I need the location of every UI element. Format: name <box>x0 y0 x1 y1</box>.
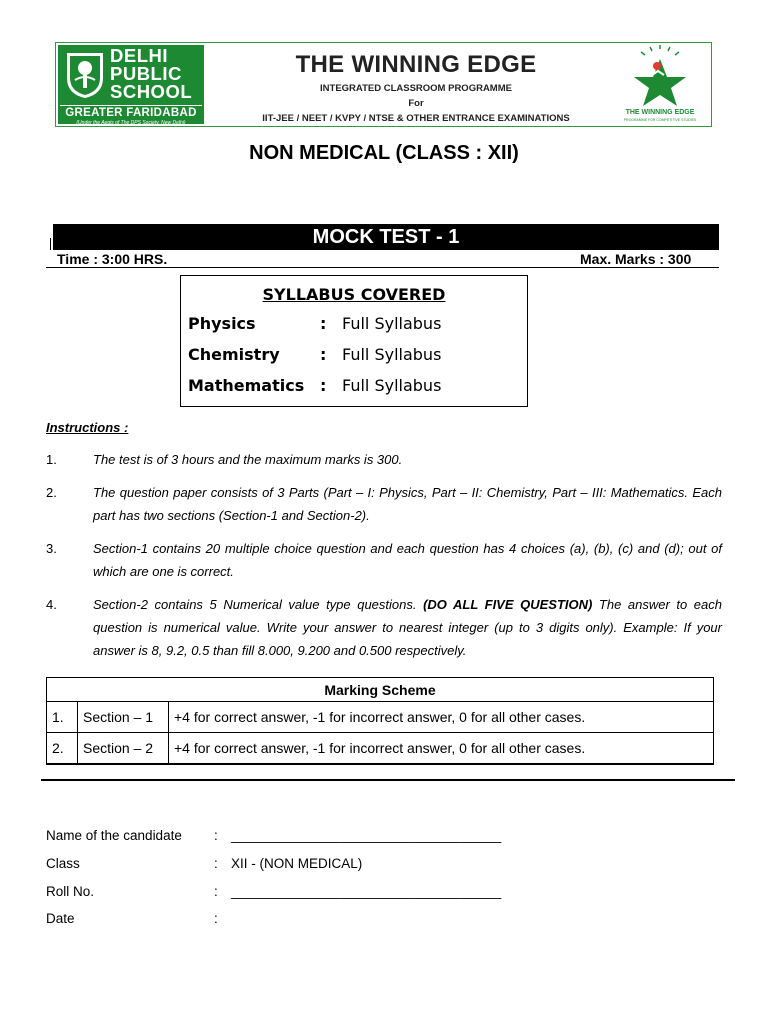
program-title: THE WINNING EDGE <box>295 51 537 78</box>
field-colon: : <box>214 884 218 899</box>
syllabus-value: Full Syllabus <box>342 314 442 333</box>
syllabus-subject: Physics <box>188 314 256 333</box>
instruction-number: 4. <box>46 597 57 612</box>
candidate-class-label: Class <box>46 856 80 871</box>
logo-subtitle: PROGRAMME FOR COMPETITIVE STUDIES <box>623 118 697 122</box>
scheme-rule: +4 for correct answer, -1 for incorrect answer, 0 for all other cases. <box>169 733 714 764</box>
program-exams: IIT-JEE / NEET / KVPY / NTSE & OTHER ENTRANCE EXAMINATIONS <box>262 113 570 124</box>
winning-edge-logo <box>612 45 708 125</box>
syllabus-colon: : <box>320 314 327 333</box>
header-banner <box>55 42 712 127</box>
instruction-emphasis: (DO ALL FIVE QUESTION) <box>423 597 593 612</box>
instruction-text: Section-1 contains 20 multiple choice question and each question has 4 choices (a), (b), (c) and (d); out of which are one is correct. <box>93 541 722 579</box>
divider <box>41 779 735 781</box>
field-colon: : <box>214 828 218 843</box>
instruction-number: 3. <box>46 541 57 556</box>
school-name <box>110 47 192 101</box>
scheme-section: Section – 2 <box>78 733 169 764</box>
divider <box>46 267 719 268</box>
instruction-number: 1. <box>46 452 57 467</box>
instruction-text: The question paper consists of 3 Parts (Part – I: Physics, Part – II: Chemistry, Part – III: Mathematics. Each part has two sections (Section-1 and Section-2). <box>93 485 722 523</box>
instruction-text-part: Section-2 contains 5 Numerical value type questions. <box>93 597 424 612</box>
syllabus-subject: Chemistry <box>188 345 280 364</box>
candidate-name-label: Name of the candidate <box>46 828 182 843</box>
syllabus-colon: : <box>320 376 327 395</box>
school-note: (Under the Aegis of The DPS Society, New Delhi) <box>76 120 186 126</box>
candidate-roll-field[interactable]: ____________________________________ <box>231 884 502 899</box>
syllabus-colon: : <box>320 345 327 364</box>
school-name-line2: PUBLIC <box>110 63 182 84</box>
instruction-text-part: The answer to each question is numerical value. Write your answer to nearest integer (up to 3 digits only). Example: If your answer is 8, 9.2, 0.5 than fill 8.000, 9.200 and 0.500 respectively. <box>93 597 722 658</box>
school-name-line3: SCHOOL <box>110 81 193 102</box>
school-place: GREATER FARIDABAD <box>60 105 202 119</box>
program-for: For <box>408 98 424 109</box>
scheme-row-number: 2. <box>47 733 78 764</box>
test-title: MOCK TEST - 1 <box>53 224 719 250</box>
test-time: Time : 3:00 HRS. <box>57 251 168 267</box>
table-row <box>47 733 714 764</box>
instruction-text: The test is of 3 hours and the maximum marks is 300. <box>93 452 403 467</box>
candidate-class-value: XII - (NON MEDICAL) <box>231 856 363 871</box>
instruction-number: 2. <box>46 485 57 500</box>
syllabus-heading: SYLLABUS COVERED <box>262 285 446 304</box>
scheme-row-number: 1. <box>47 702 78 733</box>
syllabus-value: Full Syllabus <box>342 376 442 395</box>
scheme-rule: +4 for correct answer, -1 for incorrect answer, 0 for all other cases. <box>169 702 714 733</box>
marking-scheme-heading: Marking Scheme <box>47 678 714 702</box>
candidate-date-label: Date <box>46 911 75 926</box>
instruction-text <box>93 593 722 662</box>
school-logo <box>58 45 204 124</box>
candidate-name-field[interactable]: ____________________________________ <box>231 828 502 843</box>
program-subtitle: INTEGRATED CLASSROOM PROGRAMME <box>320 83 512 94</box>
syllabus-value: Full Syllabus <box>342 345 442 364</box>
class-title: NON MEDICAL (CLASS : XII) <box>249 142 519 164</box>
table-bottom-rule <box>46 764 714 765</box>
field-colon: : <box>214 911 218 926</box>
school-crest-icon <box>64 50 106 100</box>
logo-name: THE WINNING EDGE <box>625 109 695 116</box>
syllabus-box <box>180 275 528 407</box>
candidate-roll-label: Roll No. <box>46 884 95 899</box>
school-name-line1: DELHI <box>110 45 168 66</box>
field-colon: : <box>214 856 218 871</box>
scheme-section: Section – 1 <box>78 702 169 733</box>
marking-scheme-table <box>46 677 714 764</box>
syllabus-subject: Mathematics <box>188 376 305 395</box>
table-header-row <box>47 678 714 702</box>
instructions-heading: Instructions : <box>46 420 129 435</box>
table-row <box>47 702 714 733</box>
star-runner-icon <box>612 45 708 109</box>
test-max-marks: Max. Marks : 300 <box>580 251 692 267</box>
